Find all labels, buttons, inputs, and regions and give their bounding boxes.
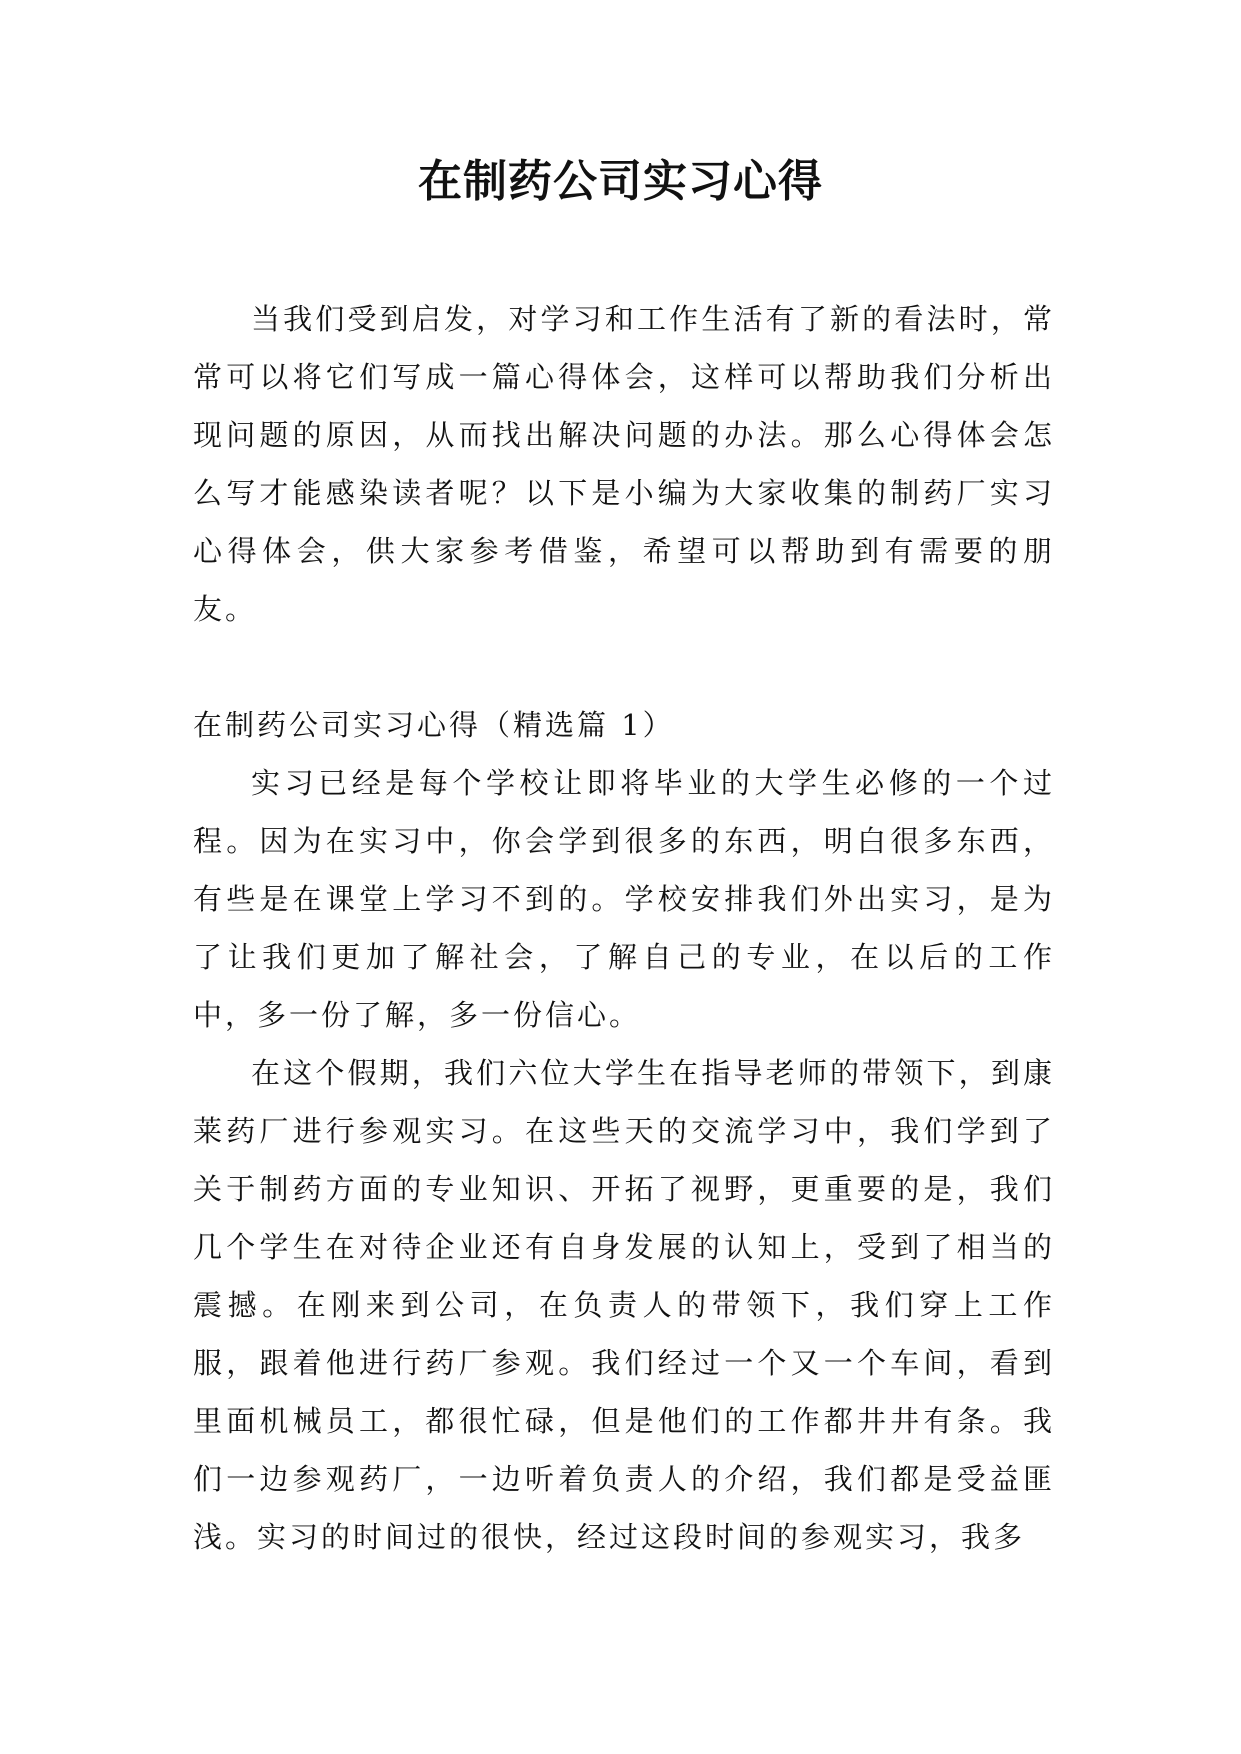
document-title: 在制药公司实习心得: [418, 156, 823, 207]
intro-paragraph: 当我们受到启发，对学习和工作生活有了新的看法时，常常可以将它们写成一篇心得体会，这样可以帮助我们分析出现问题的原因，从而找出解决问题的办法。那么心得体会怎么写才能感染读者呢？以下是小编为大家收集的制药厂实习心得体会，供大家参考借鉴，希望可以帮助到有需要的朋友。: [193, 302, 1055, 626]
document-body: [193, 290, 1055, 1566]
section-heading: 在制药公司实习心得（精选篇 1）: [193, 708, 675, 742]
body-paragraph-2: 在这个假期，我们六位大学生在指导老师的带领下，到康莱药厂进行参观实习。在这些天的交流学习中，我们学到了关于制药方面的专业知识、开拓了视野，更重要的是，我们几个学生在对待企业还有自身发展的认知上，受到了相当的震撼。在刚来到公司，在负责人的带领下，我们穿上工作服，跟着他进行药厂参观。我们经过一个又一个车间，看到里面机械员工，都很忙碌，但是他们的工作都井井有条。我们一边参观药厂，一边听着负责人的介绍，我们都是受益匪浅。实习的时间过的很快，经过这段时间的参观实习，我多: [193, 1056, 1055, 1554]
body-paragraph-1: 实习已经是每个学校让即将毕业的大学生必修的一个过程。因为在实习中，你会学到很多的东西，明白很多东西，有些是在课堂上学习不到的。学校安排我们外出实习，是为了让我们更加了解社会，了解自己的专业，在以后的工作中，多一份了解，多一份信心。: [193, 766, 1055, 1032]
